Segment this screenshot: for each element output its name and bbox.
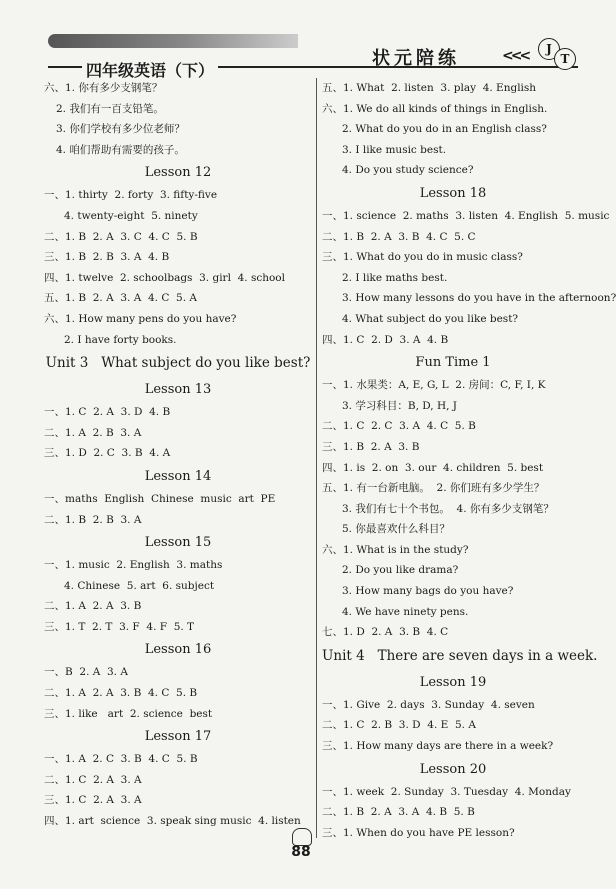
answer-line: 2. What do you do in an English class? [342,123,547,136]
answer-line: 3. 你们学校有多少位老师？ [56,123,185,136]
answer-line: 二、1. C 2. C 3. A 4. C 5. B [322,420,476,433]
answer-line: 一、B 2. A 3. A [44,666,128,679]
answer-line: 一、1. A 2. C 3. B 4. C 5. B [44,753,198,766]
left-column [44,78,312,832]
lesson-heading: Lesson 20 [419,761,487,777]
answer-line: 三、1. B 2. A 3. B [322,440,420,453]
lesson-heading: Lesson 15 [144,535,212,551]
answer-line: 二、1. A 2. A 3. B 4. C 5. B [44,687,198,700]
answer-line: 三、1. How many days are there in a week? [322,740,554,753]
column-divider [316,78,317,838]
answer-line: 三、1. T 2. T 3. F 4. F 5. T [44,620,195,633]
answer-line: 一、1. music 2. English 3. maths [44,559,223,572]
answer-line: 4. Do you study science? [342,164,474,177]
answer-line: 三、1. C 2. A 3. A [44,794,142,807]
answer-line: 4. 咱们帮助有需要的孩子。 [56,143,185,156]
answer-line: 五、1. What 2. listen 3. play 4. English [322,82,537,94]
answer-line: 3. 我们有七十个书包。 4. 你有多少支钢笔？ [342,502,554,515]
lesson-heading: Lesson 14 [144,468,212,484]
answer-line: 四、1. twelve 2. schoolbags 3. girl 4. school [44,271,285,284]
answer-line: 三、1. B 2. B 3. A 4. B [44,251,170,264]
answer-line: 三、1. D 2. C 3. B 4. A [44,447,171,460]
answer-line: 3. I like music best. [342,143,447,156]
unit-heading: Unit 3 What subject do you like best? [45,355,311,372]
answer-line: 七、1. D 2. A 3. B 4. C [322,626,449,639]
answer-line: 二、1. B 2. A 3. B 4. C 5. C [322,230,476,243]
answer-line: 三、1. What do you do in music class? [322,251,523,264]
answer-line: 4. twenty-eight 5. ninety [64,209,198,222]
answer-line: 五、1. 有一台新电脑。 2. 你们班有多少学生？ [322,482,545,495]
answer-line: 2. I like maths best. [342,271,448,284]
answer-line: 一、1. thirty 2. forty 3. fifty-five [44,189,218,202]
answer-line: 一、1. week 2. Sunday 3. Tuesday 4. Monday [322,785,571,798]
jt-logo [538,38,580,70]
page-number [284,828,318,868]
lesson-heading: Lesson 12 [144,165,212,181]
answer-line: 六、1. We do all kinds of things in English. [322,102,548,115]
answer-line: 六、1. How many pens do you have? [44,312,237,325]
answer-line: 3. How many bags do you have? [342,585,514,598]
answer-line: 四、1. art science 3. speak sing music 4. listen [44,815,301,828]
header-decor-bar [48,34,298,48]
lesson-heading: Lesson 17 [144,729,212,745]
answer-line: 3. How many lessons do you have in the afternoon? [342,292,616,305]
answer-line: 四、1. is 2. on 3. our 4. children 5. best [322,461,544,474]
answer-line: 二、1. A 2. A 3. B [44,600,142,613]
right-column [322,78,616,843]
answer-line: 一、1. C 2. A 3. D 4. B [44,406,171,419]
answer-line: 六、1. What is in the study? [322,543,469,556]
chevrons-icon: <<< [502,48,529,64]
unit-heading: Unit 4 There are seven days in a week. [322,647,598,664]
answer-line: 六、1. 你有多少支钢笔？ [44,82,163,94]
answer-line: 二、1. B 2. B 3. A [44,513,142,526]
answer-line: 四、1. C 2. D 3. A 4. B [322,333,449,346]
lesson-heading: Lesson 18 [419,185,487,201]
book-title: 四年级英语（下） [82,58,218,81]
answer-line: 4. What subject do you like best? [342,312,519,325]
answer-line: 一、1. science 2. maths 3. listen 4. English 5. music [322,209,610,222]
answer-line: 一、1. 水果类：A, E, G, L 2. 房间：C, F, I, K [322,379,546,392]
answer-line: 三、1. When do you have PE lesson? [322,826,515,839]
answer-line: 二、1. C 2. B 3. D 4. E 5. A [322,719,476,732]
answer-line: 一、maths English Chinese music art PE [44,492,276,505]
answer-line: 二、1. C 2. A 3. A [44,773,142,786]
answer-line: 4. We have ninety pens. [342,605,469,618]
answer-line: 2. Do you like drama? [342,564,459,577]
answer-line: 一、1. Give 2. days 3. Sunday 4. seven [322,698,535,711]
answer-line: 二、1. B 2. A 3. C 4. C 5. B [44,230,198,243]
answer-line: 三、1. like art 2. science best [44,707,213,720]
logo-letter-t: T [554,48,576,70]
answer-line: 五、1. B 2. A 3. A 4. C 5. A [44,292,197,305]
lesson-heading: Lesson 16 [144,642,212,658]
answer-line: 5. 你最喜欢什么科目？ [342,523,450,536]
answer-line: 二、1. A 2. B 3. A [44,426,142,439]
logo-letter-j: J [538,38,560,60]
brand-title: 状元陪练 [372,48,460,69]
answer-line: 4. Chinese 5. art 6. subject [64,579,215,592]
page-number-text: 88 [291,844,311,860]
answer-line: 二、1. B 2. A 3. A 4. B 5. B [322,806,475,819]
answer-line: 3. 学习科目：B, D, H, J [342,399,458,412]
lesson-heading: Lesson 13 [144,382,212,398]
answer-line: 2. 我们有一百支铅笔。 [56,102,164,115]
lesson-heading: Lesson 19 [419,674,487,690]
lesson-heading: Fun Time 1 [415,355,491,371]
answer-line: 2. I have forty books. [64,333,177,346]
